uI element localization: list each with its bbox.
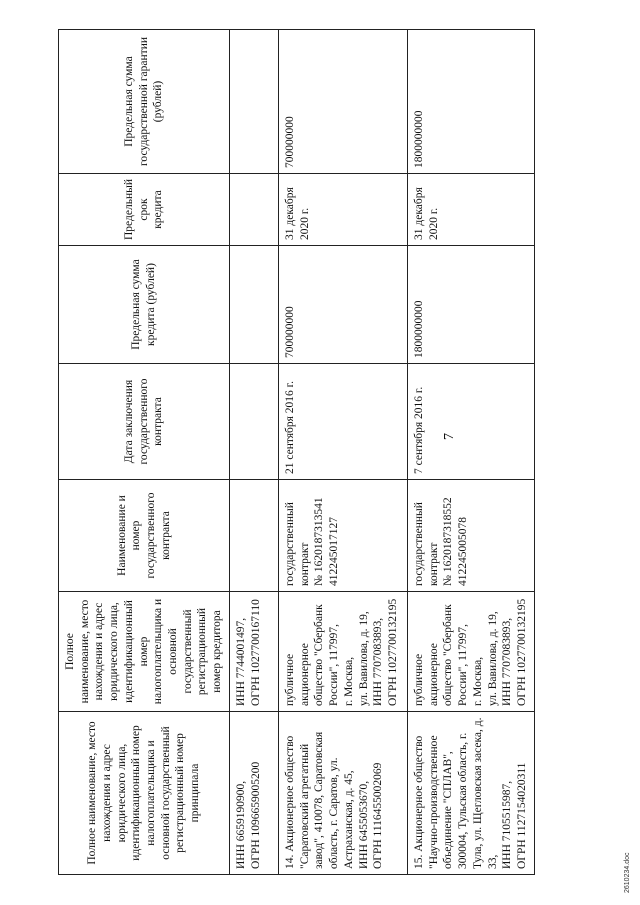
cell-term: [278, 174, 407, 246]
cell-text: 14. Акционерное общество "Саратовский агрегатный завод", 410078, Саратовская область, г. Саратов, ул. Астраханская, д. 45, ИНН 6455053670, ОГРН 1116455002069: [283, 731, 385, 869]
footer-file-code: 2610234.doc: [624, 852, 631, 893]
cell-guarantee-sum: [229, 30, 278, 174]
cell-contract: [229, 480, 278, 592]
cell-term: [407, 174, 534, 246]
cell-date: [407, 364, 534, 480]
cell-text: 1800000000: [412, 110, 425, 168]
header-guarantee-sum: Предельная сумма государственной гарантии (рублей): [59, 30, 230, 174]
cell-text: 700000000: [283, 116, 296, 168]
header-creditor: Полное наименование, место нахождения и адрес юридического лица, идентификационный номер налогоплательщика и основной государственный регистрационный номер кредитора: [59, 592, 230, 712]
cell-credit-sum: [229, 246, 278, 364]
cell-principal: [407, 712, 534, 875]
cell-credit-sum: [278, 246, 407, 364]
cell-guarantee-sum: [407, 30, 534, 174]
cell-term: [229, 174, 278, 246]
cell-text: публичное акционерное общество "Сбербанк России", 117997, г. Москва, ул. Вавилова, д. 19, ИНН 7707083893, ОГРН 1027700132195: [283, 598, 399, 706]
cell-text: государственный контракт № 1620187318552 412245005078: [412, 497, 470, 586]
cell-principal: [278, 712, 407, 875]
header-term: Предельный срок кредита: [59, 174, 230, 246]
cell-text: 7 сентября 2016 г.: [412, 386, 425, 474]
cell-text: 15. Акционерное общество "Научно-производственное объединение "СПЛАВ", 300004, Тульская область, г. Тула, ул. Щегловская засека, д. 33, ИНН 7105515987, ОГРН 1127154020311: [412, 717, 528, 869]
table-row: [278, 30, 407, 875]
cell-text: 31 декабря 2020 г.: [412, 187, 440, 240]
header-row: [59, 30, 230, 875]
header-principal: Полное наименование, место нахождения и адрес юридического лица, идентификационный номер налогоплательщика и основной государственный регистрационный номер принципала: [59, 712, 230, 875]
cell-text: ИНН 7744001497, ОГРН 1027700167110: [234, 599, 262, 706]
cell-credit-sum: [407, 246, 534, 364]
cell-contract: [278, 480, 407, 592]
page-number: 7: [442, 433, 457, 440]
table-row: [229, 30, 278, 875]
cell-text: ИНН 6659190900, ОГРН 1096659005200: [234, 761, 262, 869]
cell-guarantee-sum: [278, 30, 407, 174]
cell-creditor: [278, 592, 407, 712]
cell-text: государственный контракт № 1620187313541 412245017127: [283, 497, 341, 586]
header-credit-sum: Предельная сумма кредита (рублей): [59, 246, 230, 364]
cell-contract: [407, 480, 534, 592]
cell-principal: [229, 712, 278, 875]
guarantee-table: [58, 29, 535, 875]
cell-text: 21 сентября 2016 г.: [283, 381, 296, 474]
cell-date: [278, 364, 407, 480]
cell-text: 1800000000: [412, 300, 425, 358]
header-date: Дата заключения государственного контракта: [59, 364, 230, 480]
cell-text: публичное акционерное общество "Сбербанк России", 117997, г. Москва, ул. Вавилова, д. 19, ИНН 7707083893, ОГРН 1027700132195: [412, 598, 528, 706]
cell-text: 31 декабря 2020 г.: [283, 187, 311, 240]
table-row: [407, 30, 534, 875]
cell-creditor: [407, 592, 534, 712]
header-contract: Наименование и номер государственного контракта: [59, 480, 230, 592]
cell-text: 700000000: [283, 306, 296, 358]
cell-date: [229, 364, 278, 480]
cell-creditor: [229, 592, 278, 712]
